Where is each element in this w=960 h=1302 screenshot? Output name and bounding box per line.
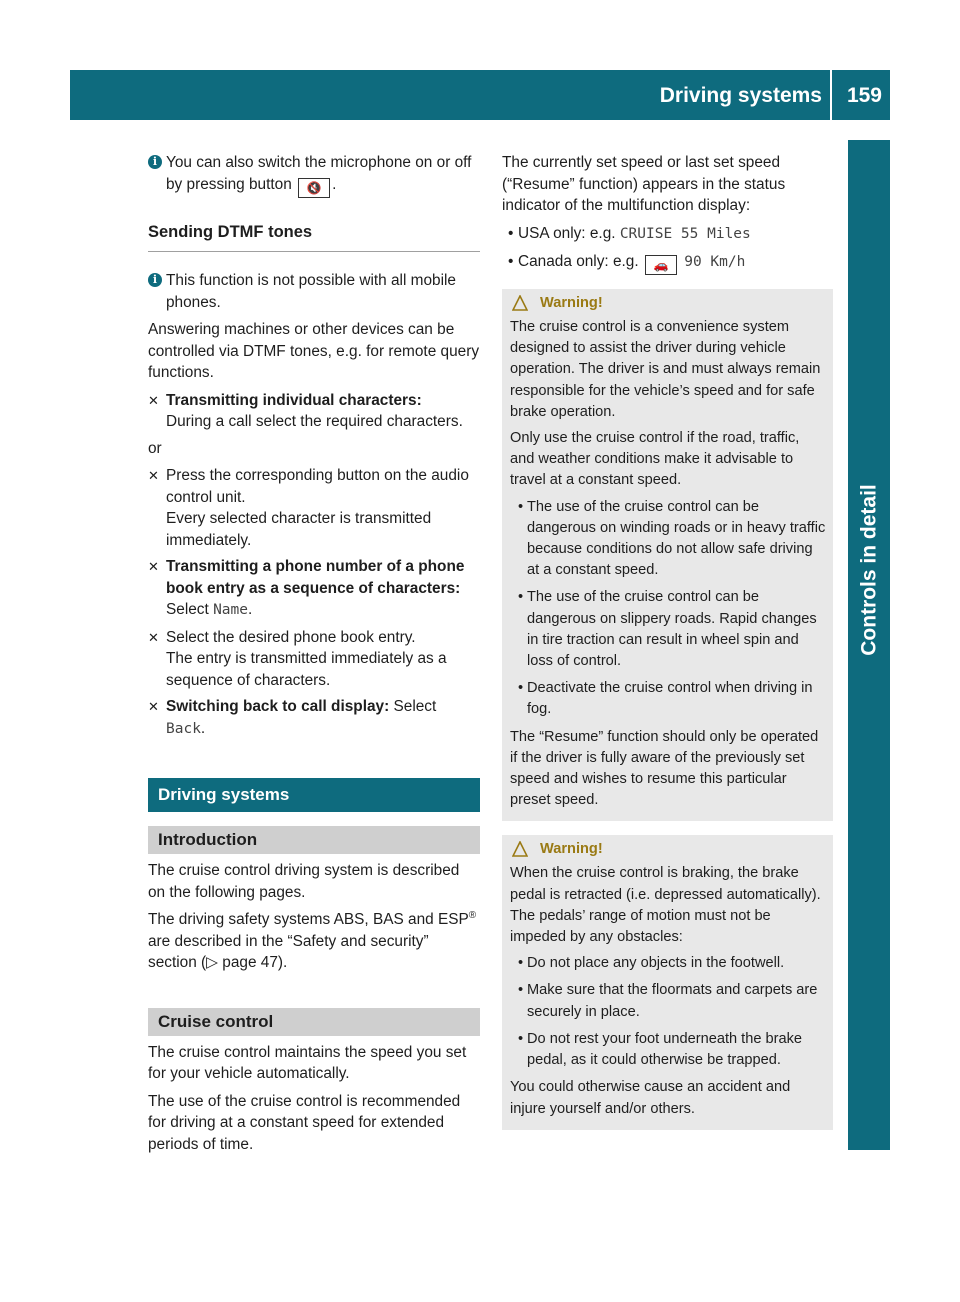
- step-press-button: ✕ Press the corresponding button on the audio control unit. Every selected character is transmitted immediately.: [148, 467, 469, 549]
- step-arrow-icon: ✕: [148, 629, 159, 645]
- info-icon: i: [148, 155, 162, 169]
- cruise-control-icon: 🚗: [645, 255, 677, 275]
- list-item: • The use of the cruise control can be dangerous on slippery roads. Rapid changes in tire traction can result in wheel spin and loss of control.: [518, 589, 817, 670]
- list-item: • The use of the cruise control can be dangerous on winding roads or in heavy traffic because conditions do not allow safe driving at a constant speed.: [518, 498, 826, 579]
- dtmf-heading: Sending DTMF tones: [148, 222, 480, 253]
- dtmf-intro: Answering machines or other devices can be controlled via DTMF tones, e.g. for remote query functions.: [148, 321, 480, 381]
- list-item: • Do not place any objects in the footwell.: [518, 955, 785, 972]
- warning2-paragraph-1: When the cruise control is braking, the brake pedal is retracted (i.e. depressed automatically). The pedals’ range of motion must not be impeded by any obstacles:: [510, 865, 821, 946]
- warning-triangle-icon: [512, 295, 528, 311]
- subsection-introduction: Introduction: [148, 826, 480, 854]
- page-number: 159: [846, 84, 882, 107]
- note-dtmf: i This function is not possible with all mobile phones.: [148, 270, 480, 313]
- side-tab-label: Controls in detail: [857, 484, 881, 656]
- section-driving-systems: Driving systems: [148, 778, 480, 812]
- page-header: [70, 70, 890, 120]
- step-switch-back: ✕ Switching back to call display: Select Back.: [148, 698, 437, 737]
- info-icon: i: [148, 273, 162, 287]
- side-tab: [848, 140, 890, 1150]
- list-item: • Do not rest your foot underneath the brake pedal, as it could otherwise be trapped.: [518, 1030, 803, 1069]
- step-transmit-phonebook: ✕ Transmitting a phone number of a phone book entry as a sequence of characters: Select Name.: [148, 558, 465, 618]
- status-paragraph: The currently set speed or last set speed (“Resume” function) appears in the status indicator of the multifunction display:: [502, 154, 786, 214]
- left-column: [148, 152, 480, 1161]
- warning-box-2: [502, 835, 833, 1129]
- step-arrow-icon: ✕: [148, 468, 159, 483]
- note-microphone: i You can also switch the microphone on or off by pressing button 🔇 .: [148, 152, 480, 198]
- header-title: Driving systems: [659, 84, 822, 107]
- step-arrow-icon: ✕: [148, 392, 159, 408]
- warning2-paragraph-2: You could otherwise cause an accident and injure yourself and/or others.: [510, 1079, 791, 1117]
- step-arrow-icon: ✕: [148, 559, 159, 574]
- step-arrow-icon: ✕: [148, 699, 159, 714]
- list-item: • Deactivate the cruise control when driving in fog.: [518, 680, 813, 718]
- bullet-canada: • Canada only: e.g. 🚗 90 Km/h: [502, 251, 833, 275]
- cruise-paragraph-2: The use of the cruise control is recommended for driving at a constant speed for extended periods of time.: [148, 1092, 461, 1153]
- bullet-usa: • USA only: e.g. CRUISE 55 Miles: [508, 224, 751, 242]
- or-text: or: [148, 439, 162, 457]
- step-transmit-individual: ✕ Transmitting individual characters: During a call select the required characters.: [148, 391, 463, 430]
- warning1-paragraph-2: Only use the cruise control if the road, traffic, and weather conditions make it advisable to travel at a constant speed.: [510, 430, 800, 489]
- warning1-paragraph-3: The “Resume” function should only be operated if the driver is fully aware of the previously set speed and wishes to resume this particular preset speed.: [510, 728, 819, 809]
- intro-paragraph-2: The driving safety systems ABS, BAS and ESP® are described in the “Safety and security” section (▷ page 47).: [148, 909, 477, 971]
- cruise-paragraph-1: The cruise control maintains the speed you set for your vehicle automatically.: [148, 1043, 467, 1082]
- warning-heading: Warning!: [510, 839, 826, 861]
- header-separator: [830, 70, 832, 120]
- warning1-paragraph-1: The cruise control is a convenience system designed to assist the driver during vehicle operation. The driver is and must always remain responsible for the vehicle’s speed and for safe brake operation.: [510, 319, 821, 420]
- subsection-cruise-control: Cruise control: [148, 1008, 480, 1036]
- right-column: [502, 152, 833, 1130]
- step-select-entry: ✕ Select the desired phone book entry. The entry is transmitted immediately as a sequence of characters.: [148, 628, 447, 689]
- mute-button-icon: 🔇: [298, 178, 330, 198]
- warning-triangle-icon: [512, 841, 528, 857]
- warning-box-1: [502, 289, 833, 821]
- list-item: • Make sure that the floormats and carpets are securely in place.: [518, 982, 818, 1020]
- warning-heading: Warning!: [510, 293, 826, 315]
- intro-paragraph-1: The cruise control driving system is described on the following pages.: [148, 862, 460, 901]
